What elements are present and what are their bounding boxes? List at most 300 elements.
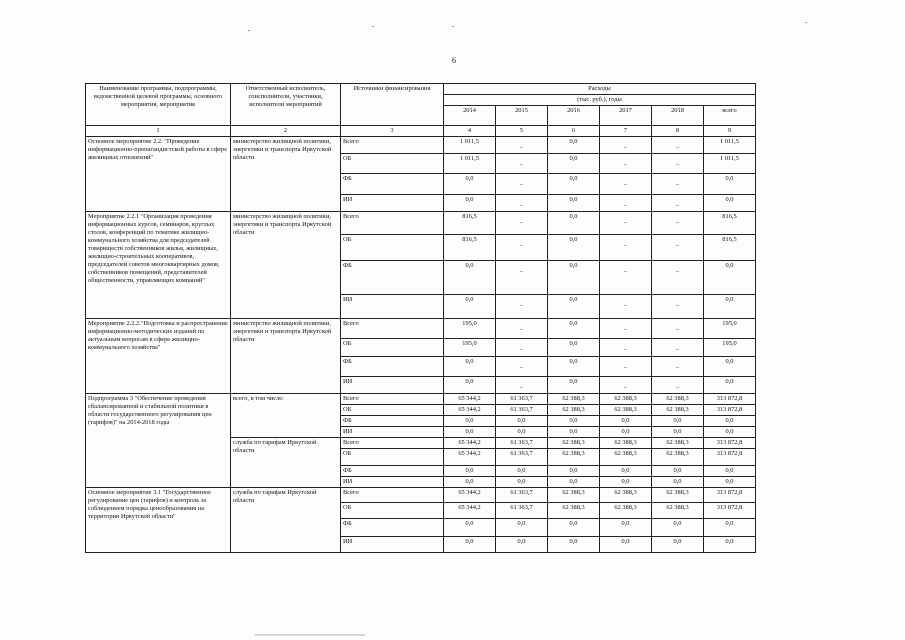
value-cell (600, 195, 652, 212)
value-cell (548, 174, 600, 195)
header-index: 9 (704, 126, 756, 137)
dash-value: – (519, 219, 524, 226)
value-cell (652, 137, 704, 154)
executor-name: всего, в том числе: (231, 394, 341, 438)
value-cell (548, 137, 600, 154)
number-value: 0,0 (725, 175, 734, 182)
value-cell (548, 449, 600, 466)
header-year: 2018 (652, 106, 704, 126)
number-value: 0,0 (569, 358, 578, 365)
dash-value: – (623, 302, 628, 309)
source-label: ФБ (341, 416, 444, 427)
number-value: 0,0 (465, 538, 474, 545)
value-cell (444, 377, 496, 394)
dash-value: – (623, 181, 628, 188)
number-value: 816,5 (462, 236, 477, 243)
number-value: 0,0 (569, 467, 578, 474)
dash-value: – (675, 346, 680, 353)
number-value: 0,0 (465, 262, 474, 269)
value-cell (548, 416, 600, 427)
source-label: ОБ (341, 154, 444, 174)
number-value: 0,0 (517, 478, 526, 485)
value-cell (496, 261, 548, 295)
activity-name: Мероприятие 2.2.2."Подготовка и распространение информационно-методических изданий по актуальным вопросам в сфере жилищно-коммунального хозяйства" (86, 319, 231, 394)
value-cell (704, 195, 756, 212)
number-value: 62 388,3 (666, 439, 689, 446)
dash-value: – (675, 268, 680, 275)
number-value: 62 388,3 (562, 439, 585, 446)
value-cell (652, 503, 704, 519)
table-row (86, 488, 756, 503)
header-index: 6 (548, 126, 600, 137)
value-cell (652, 235, 704, 261)
dash-value: – (519, 302, 524, 309)
dash-value: – (675, 161, 680, 168)
source-label: Всего (341, 394, 444, 405)
value-cell (704, 154, 756, 174)
value-cell (600, 537, 652, 553)
source-label: ФБ (341, 466, 444, 477)
number-value: 65 344,2 (458, 406, 481, 413)
number-value: 0,0 (517, 428, 526, 435)
number-value: 0,0 (465, 296, 474, 303)
number-value: 1 011,5 (720, 155, 739, 162)
number-value: 61 363,7 (510, 406, 533, 413)
value-cell (600, 488, 652, 503)
value-cell (548, 477, 600, 488)
number-value: 0,0 (569, 478, 578, 485)
dash-value: – (675, 242, 680, 249)
number-value: 0,0 (725, 478, 734, 485)
header-name: Наименование программы, подпрограммы, ведомственной целевой программы, основного мероприятия, мероприятия (86, 84, 231, 126)
value-cell (600, 137, 652, 154)
number-value: 1 011,5 (720, 138, 739, 145)
value-cell (704, 503, 756, 519)
value-cell (444, 137, 496, 154)
value-cell (496, 319, 548, 339)
number-value: 65 344,2 (458, 439, 481, 446)
number-value: 62 388,3 (666, 450, 689, 457)
number-value: 0,0 (673, 417, 682, 424)
source-label: ИИ (341, 537, 444, 553)
value-cell (496, 235, 548, 261)
source-label: ОБ (341, 449, 444, 466)
number-value: 65 344,2 (458, 489, 481, 496)
budget-table (85, 83, 756, 553)
number-value: 62 388,3 (666, 504, 689, 511)
value-cell (704, 212, 756, 235)
dash-value: – (519, 161, 524, 168)
number-value: 65 344,2 (458, 395, 481, 402)
number-value: 1 011,5 (460, 138, 479, 145)
number-value: 816,5 (722, 213, 737, 220)
dash-value: – (675, 181, 680, 188)
value-cell (548, 261, 600, 295)
number-value: 62 388,3 (562, 504, 585, 511)
dash-value: – (675, 384, 680, 391)
number-value: 0,0 (569, 417, 578, 424)
activity-name: Основное мероприятие 2.2. "Проведение информационно-пропагандистской работы в сфере жилищных отношений" (86, 137, 231, 212)
value-cell (444, 519, 496, 537)
number-value: 0,0 (517, 520, 526, 527)
value-cell (496, 394, 548, 405)
value-cell (548, 235, 600, 261)
number-value: 0,0 (725, 417, 734, 424)
scan-speck (452, 26, 454, 27)
value-cell (704, 488, 756, 503)
value-cell (600, 477, 652, 488)
number-value: 62 388,3 (562, 450, 585, 457)
header-index: 1 (86, 126, 231, 137)
value-cell (444, 174, 496, 195)
value-cell (652, 174, 704, 195)
value-cell (496, 405, 548, 416)
value-cell (600, 377, 652, 394)
number-value: 0,0 (569, 340, 578, 347)
value-cell (704, 339, 756, 357)
value-cell (704, 357, 756, 377)
value-cell (600, 174, 652, 195)
dash-value: – (675, 326, 680, 333)
number-value: 0,0 (465, 428, 474, 435)
number-value: 62 388,3 (666, 489, 689, 496)
source-label: ОБ (341, 503, 444, 519)
number-value: 195,0 (722, 340, 737, 347)
value-cell (548, 537, 600, 553)
number-value: 0,0 (569, 213, 578, 220)
dash-value: – (519, 181, 524, 188)
value-cell (704, 416, 756, 427)
number-value: 0,0 (621, 428, 630, 435)
number-value: 0,0 (569, 175, 578, 182)
value-cell (600, 519, 652, 537)
value-cell (444, 154, 496, 174)
subprogram-name: Подпрограмма 3 "Обеспечение проведения сбалансированной и стабильной политики в области государственного регулирования цен (тарифов)" на 2014-2018 годы (86, 394, 231, 488)
header-year: 2016 (548, 106, 600, 126)
table-row (86, 137, 756, 154)
activity-name: Основное мероприятие 3.1 "Государственное регулирование цен (тарифов) и контроль за соблюдением порядка ценообразования на территории Иркутской области" (86, 488, 231, 553)
number-value: 0,0 (517, 538, 526, 545)
value-cell (652, 261, 704, 295)
number-value: 62 388,3 (666, 395, 689, 402)
value-cell (444, 195, 496, 212)
value-cell (548, 357, 600, 377)
number-value: 0,0 (725, 467, 734, 474)
value-cell (548, 488, 600, 503)
value-cell (496, 519, 548, 537)
scan-artifact (255, 634, 365, 636)
number-value: 0,0 (569, 428, 578, 435)
value-cell (600, 319, 652, 339)
number-value: 0,0 (725, 538, 734, 545)
value-cell (652, 212, 704, 235)
number-value: 0,0 (569, 520, 578, 527)
number-value: 62 388,3 (614, 489, 637, 496)
dash-value: – (623, 326, 628, 333)
number-value: 816,5 (462, 213, 477, 220)
value-cell (548, 212, 600, 235)
dash-value: – (675, 219, 680, 226)
number-value: 313 872,8 (716, 489, 743, 496)
executor-name: министерство жилищной политики, энергетики и транспорта Иркутской области (231, 212, 341, 319)
value-cell (704, 438, 756, 449)
value-cell (444, 405, 496, 416)
header-expenses: Расходы (444, 84, 756, 95)
value-cell (704, 537, 756, 553)
value-cell (652, 466, 704, 477)
number-value: 0,0 (621, 478, 630, 485)
value-cell (600, 449, 652, 466)
value-cell (600, 212, 652, 235)
value-cell (704, 466, 756, 477)
dash-value: – (519, 242, 524, 249)
number-value: 816,5 (722, 236, 737, 243)
dash-value: – (623, 268, 628, 275)
header-units: (тыс. руб.), годы (444, 95, 756, 106)
number-value: 61 363,7 (510, 395, 533, 402)
value-cell (496, 477, 548, 488)
value-cell (652, 319, 704, 339)
dash-value: – (675, 364, 680, 371)
value-cell (600, 235, 652, 261)
header-year: 2015 (496, 106, 548, 126)
number-value: 0,0 (725, 262, 734, 269)
executor-name: служба по тарифам Иркутской области (231, 438, 341, 488)
header-year: 2017 (600, 106, 652, 126)
value-cell (652, 488, 704, 503)
number-value: 0,0 (621, 467, 630, 474)
value-cell (548, 519, 600, 537)
source-label: ОБ (341, 339, 444, 357)
number-value: 0,0 (621, 417, 630, 424)
value-cell (496, 295, 548, 319)
number-value: 0,0 (465, 196, 474, 203)
value-cell (496, 357, 548, 377)
value-cell (496, 416, 548, 427)
number-value: 62 388,3 (614, 450, 637, 457)
number-value: 0,0 (725, 378, 734, 385)
value-cell (704, 174, 756, 195)
number-value: 0,0 (725, 358, 734, 365)
dash-value: – (519, 268, 524, 275)
number-value: 0,0 (725, 520, 734, 527)
number-value: 62 388,3 (666, 406, 689, 413)
scan-speck (372, 26, 374, 27)
value-cell (444, 319, 496, 339)
value-cell (652, 339, 704, 357)
source-label: ИИ (341, 195, 444, 212)
dash-value: – (623, 384, 628, 391)
dash-value: – (623, 202, 628, 209)
header-index: 7 (600, 126, 652, 137)
number-value: 1 011,5 (460, 155, 479, 162)
value-cell (444, 394, 496, 405)
value-cell (444, 212, 496, 235)
source-label: Всего (341, 319, 444, 339)
source-label: ИИ (341, 427, 444, 438)
number-value: 0,0 (465, 378, 474, 385)
value-cell (496, 137, 548, 154)
number-value: 61 363,7 (510, 489, 533, 496)
value-cell (652, 295, 704, 319)
number-value: 62 388,3 (614, 406, 637, 413)
dash-value: – (675, 144, 680, 151)
value-cell (496, 427, 548, 438)
value-cell (652, 405, 704, 416)
source-label: ИИ (341, 377, 444, 394)
value-cell (652, 477, 704, 488)
number-value: 313 872,8 (716, 504, 743, 511)
value-cell (652, 416, 704, 427)
value-cell (704, 235, 756, 261)
value-cell (548, 427, 600, 438)
value-cell (704, 427, 756, 438)
value-cell (652, 427, 704, 438)
value-cell (548, 154, 600, 174)
value-cell (704, 449, 756, 466)
number-value: 61 363,7 (510, 504, 533, 511)
table-row (86, 319, 756, 339)
number-value: 195,0 (462, 340, 477, 347)
executor-name: министерство жилищной политики, энергетики и транспорта Иркутской области (231, 137, 341, 212)
value-cell (704, 519, 756, 537)
dash-value: – (519, 346, 524, 353)
value-cell (548, 195, 600, 212)
scan-speck (805, 22, 807, 23)
dash-value: – (675, 302, 680, 309)
dash-value: – (623, 364, 628, 371)
number-value: 62 388,3 (614, 395, 637, 402)
dash-value: – (519, 202, 524, 209)
number-value: 0,0 (621, 538, 630, 545)
number-value: 0,0 (725, 196, 734, 203)
value-cell (444, 503, 496, 519)
value-cell (444, 261, 496, 295)
value-cell (600, 295, 652, 319)
value-cell (704, 405, 756, 416)
value-cell (652, 154, 704, 174)
value-cell (548, 466, 600, 477)
number-value: 62 388,3 (562, 489, 585, 496)
number-value: 0,0 (725, 428, 734, 435)
dash-value: – (623, 346, 628, 353)
value-cell (704, 377, 756, 394)
source-label: ИИ (341, 477, 444, 488)
value-cell (704, 319, 756, 339)
header-index: 5 (496, 126, 548, 137)
dash-value: – (675, 202, 680, 209)
value-cell (600, 427, 652, 438)
number-value: 65 344,2 (458, 504, 481, 511)
value-cell (496, 488, 548, 503)
number-value: 65 344,2 (458, 450, 481, 457)
value-cell (652, 377, 704, 394)
value-cell (496, 537, 548, 553)
value-cell (496, 174, 548, 195)
value-cell (548, 295, 600, 319)
value-cell (496, 449, 548, 466)
dash-value: – (623, 242, 628, 249)
value-cell (496, 377, 548, 394)
value-cell (652, 449, 704, 466)
header-executor: Ответственный исполнитель, соисполнители, участники, исполнители мероприятий (231, 84, 341, 126)
value-cell (600, 405, 652, 416)
number-value: 0,0 (517, 417, 526, 424)
number-value: 62 388,3 (614, 504, 637, 511)
number-value: 313 872,8 (716, 395, 743, 402)
value-cell (704, 137, 756, 154)
number-value: 0,0 (673, 467, 682, 474)
value-cell (704, 261, 756, 295)
number-value: 61 363,7 (510, 450, 533, 457)
number-value: 0,0 (673, 428, 682, 435)
number-value: 313 872,8 (716, 406, 743, 413)
value-cell (548, 405, 600, 416)
number-value: 0,0 (465, 417, 474, 424)
value-cell (548, 319, 600, 339)
value-cell (444, 537, 496, 553)
dash-value: – (623, 161, 628, 168)
number-value: 62 388,3 (562, 406, 585, 413)
number-value: 0,0 (673, 478, 682, 485)
value-cell (496, 195, 548, 212)
value-cell (496, 154, 548, 174)
number-value: 62 388,3 (614, 439, 637, 446)
number-value: 0,0 (569, 538, 578, 545)
value-cell (496, 339, 548, 357)
executor-name: служба по тарифам Иркутской области (231, 488, 341, 553)
number-value: 195,0 (722, 320, 737, 327)
dash-value: – (519, 384, 524, 391)
value-cell (704, 394, 756, 405)
number-value: 313 872,8 (716, 450, 743, 457)
value-cell (600, 339, 652, 357)
table-row (86, 394, 756, 405)
dash-value: – (623, 144, 628, 151)
value-cell (444, 235, 496, 261)
number-value: 0,0 (621, 520, 630, 527)
number-value: 0,0 (569, 320, 578, 327)
dash-value: – (519, 364, 524, 371)
executor-name: министерство жилищной политики, энергетики и транспорта Иркутской области (231, 319, 341, 394)
value-cell (652, 357, 704, 377)
header-index: 8 (652, 126, 704, 137)
value-cell (444, 438, 496, 449)
value-cell (652, 394, 704, 405)
number-value: 0,0 (465, 175, 474, 182)
number-value: 0,0 (673, 520, 682, 527)
source-label: ОБ (341, 235, 444, 261)
value-cell (444, 416, 496, 427)
header-source: Источники финансирования (341, 84, 444, 126)
value-cell (652, 519, 704, 537)
header-year: всего (704, 106, 756, 126)
value-cell (444, 488, 496, 503)
value-cell (652, 195, 704, 212)
page-number: 6 (452, 56, 456, 65)
value-cell (496, 466, 548, 477)
number-value: 0,0 (569, 196, 578, 203)
source-label: ОБ (341, 405, 444, 416)
number-value: 0,0 (465, 520, 474, 527)
value-cell (496, 212, 548, 235)
value-cell (548, 394, 600, 405)
scan-speck (248, 30, 250, 31)
source-label: Всего (341, 488, 444, 503)
value-cell (548, 377, 600, 394)
source-label: ФБ (341, 357, 444, 377)
value-cell (600, 503, 652, 519)
